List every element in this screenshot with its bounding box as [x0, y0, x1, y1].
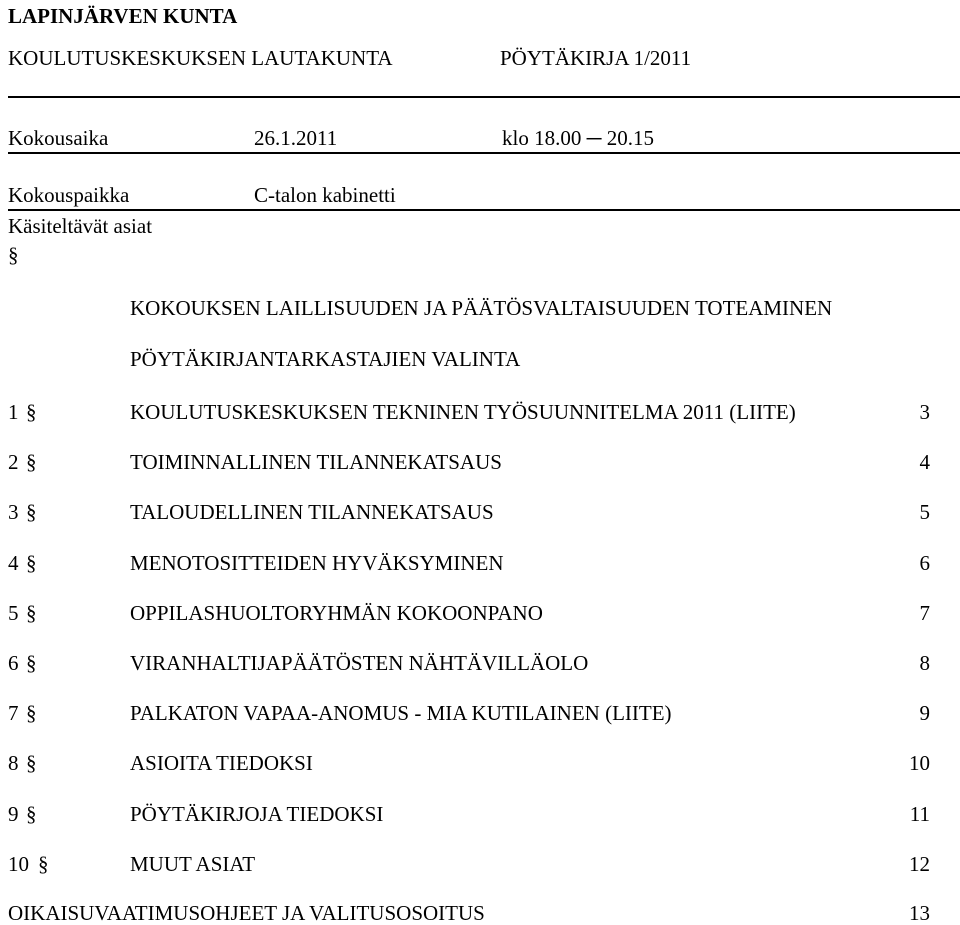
agenda-item-number: 9: [8, 802, 19, 826]
section-symbol: §: [38, 852, 49, 876]
time-divider: [8, 152, 960, 154]
agenda-item-title: OPPILASHUOLTORYHMÄN KOKOONPANO: [130, 601, 543, 625]
organization-name: LAPINJÄRVEN KUNTA: [8, 4, 238, 28]
agenda-item-number: 10: [8, 852, 29, 876]
agenda-item-title: ASIOITA TIEDOKSI: [130, 751, 313, 775]
agenda-item-page: 11: [909, 802, 930, 826]
agenda-item-title: TALOUDELLINEN TILANNEKATSAUS: [130, 500, 494, 524]
agenda-item-number: 5: [8, 601, 19, 625]
agenda-item-page: 5: [919, 500, 930, 524]
meeting-time: klo 18.00 ─ 20.15: [502, 126, 654, 150]
opening-item: KOKOUKSEN LAILLISUUDEN JA PÄÄTÖSVALTAISUUDEN TOTEAMINEN: [130, 296, 833, 320]
agenda-item-number: 2: [8, 450, 19, 474]
agenda-item-number: 6: [8, 651, 19, 675]
agenda-item-title: KOULUTUSKESKUKSEN TEKNINEN TYÖSUUNNITELMA 2011 (LIITE): [130, 400, 796, 424]
agenda-item-page: 6: [919, 551, 930, 575]
agenda-item-number: 7: [8, 701, 19, 725]
agenda-item-page: 10: [909, 751, 930, 775]
agenda-item-title: TOIMINNALLINEN TILANNEKATSAUS: [130, 450, 502, 474]
agenda-item-page: 4: [919, 450, 930, 474]
agenda-item-page: 7: [919, 601, 930, 625]
agenda-item-page: 3: [919, 400, 930, 424]
board-name: KOULUTUSKESKUKSEN LAUTAKUNTA: [8, 46, 393, 70]
section-symbol: §: [26, 551, 37, 575]
closing-item-title: OIKAISUVAATIMUSOHJEET JA VALITUSOSOITUS: [8, 901, 485, 925]
meeting-time-label: Kokousaika: [8, 126, 109, 150]
section-symbol: §: [26, 701, 37, 725]
section-symbol: §: [26, 500, 37, 524]
section-symbol: §: [26, 400, 37, 424]
agenda-item-number: 4: [8, 551, 19, 575]
minutes-number: PÖYTÄKIRJA 1/2011: [500, 46, 692, 70]
agenda-heading: Käsiteltävät asiat: [8, 214, 153, 238]
header-divider: [8, 96, 960, 98]
closing-item-page: 13: [909, 901, 930, 925]
section-symbol: §: [26, 651, 37, 675]
opening-item: PÖYTÄKIRJANTARKASTAJIEN VALINTA: [130, 347, 521, 371]
agenda-item-number: 3: [8, 500, 19, 524]
place-divider: [8, 209, 960, 211]
section-symbol: §: [26, 450, 37, 474]
agenda-item-title: MUUT ASIAT: [130, 852, 256, 876]
section-symbol: §: [26, 601, 37, 625]
meeting-date: 26.1.2011: [254, 126, 338, 150]
agenda-item-number: 8: [8, 751, 19, 775]
agenda-item-page: 9: [919, 701, 930, 725]
meeting-place-label: Kokouspaikka: [8, 183, 130, 207]
agenda-item-number: 1: [8, 400, 19, 424]
agenda-item-title: VIRANHALTIJAPÄÄTÖSTEN NÄHTÄVILLÄOLO: [130, 651, 589, 675]
section-symbol: §: [26, 802, 37, 826]
section-symbol: §: [8, 243, 19, 267]
agenda-item-title: PALKATON VAPAA-ANOMUS - MIA KUTILAINEN (LIITE): [130, 701, 672, 725]
agenda-item-title: PÖYTÄKIRJOJA TIEDOKSI: [130, 802, 384, 826]
meeting-place: C-talon kabinetti: [254, 183, 396, 207]
agenda-item-page: 12: [909, 852, 930, 876]
section-symbol: §: [26, 751, 37, 775]
agenda-item-title: MENOTOSITTEIDEN HYVÄKSYMINEN: [130, 551, 504, 575]
agenda-item-page: 8: [919, 651, 930, 675]
